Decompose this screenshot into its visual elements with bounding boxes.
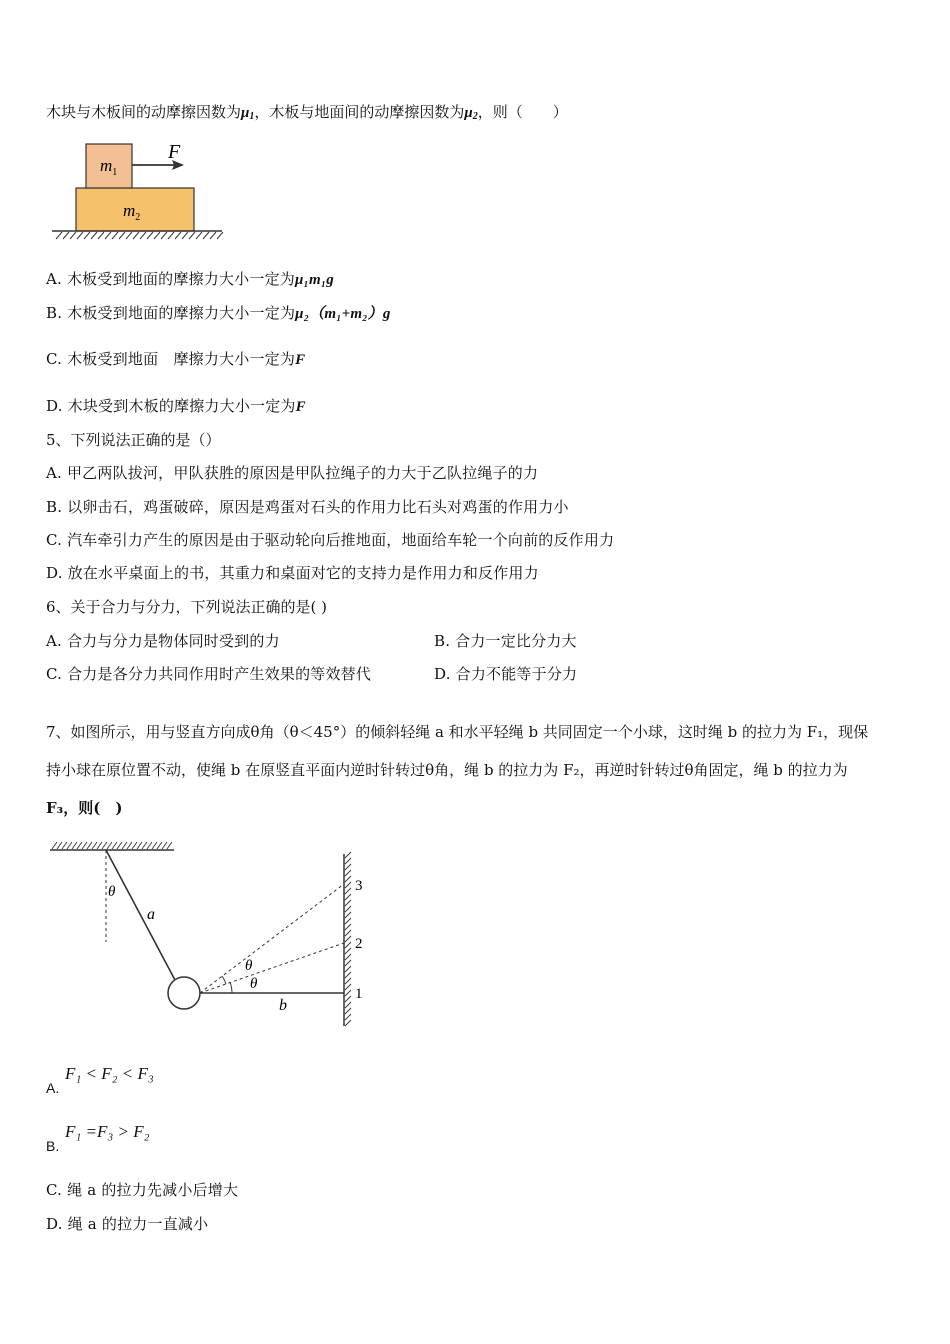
position-label-3: 3 — [355, 878, 363, 894]
rope-position-2 — [200, 943, 344, 993]
ceiling-hatch — [52, 842, 172, 849]
q6-option-d[interactable]: D. 合力不能等于分力 — [434, 665, 578, 683]
q7-option-b[interactable] — [46, 1122, 206, 1156]
rope-a-label: a — [147, 906, 155, 923]
q7-stem-line2: 持小球在原位置不动，使绳 b 在原竖直平面内逆时针转过θ角，绳 b 的拉力为 F₂，再逆时针转过θ角固定，绳 b 的拉力为 — [46, 761, 848, 779]
q7-option-b-label: B. — [46, 1138, 60, 1154]
q4-option-a-expr: μ₁m₁g — [294, 272, 334, 288]
q5-option-b[interactable]: B. 以卵击石，鸡蛋破碎，原因是鸡蛋对石头的作用力比石头对鸡蛋的作用力小 — [46, 498, 569, 516]
ground-hatch — [56, 232, 223, 239]
q4-option-d[interactable]: D. 木块受到木板的摩擦力大小一定为F — [46, 397, 306, 415]
q7-stem-line3: F₃，则( ) — [46, 799, 123, 817]
q5-option-a[interactable]: A. 甲乙两队拔河，甲队获胜的原因是甲队拉绳子的力大于乙队拉绳子的力 — [46, 464, 539, 482]
q4-mu1: $\mu_1$ — [241, 105, 255, 122]
m1-label: $m_1$ — [100, 156, 118, 178]
q6-option-b[interactable]: B. 合力一定比分力大 — [434, 632, 577, 650]
q7-option-b-formula: F₁ =F₃ > F₂ — [65, 1122, 150, 1141]
q7-option-a[interactable] — [46, 1064, 206, 1098]
q7-stem-line1: 7、如图所示，用与竖直方向成θ角（θ＜45°）的倾斜轻绳 a 和水平轻绳 b 共同固定一个小球，这时绳 b 的拉力为 F₁，现保 — [46, 723, 869, 741]
m2-label: $m_2$ — [123, 201, 141, 223]
theta-label-upper: θ — [245, 958, 253, 974]
rope-position-3 — [200, 884, 344, 993]
q4-option-c-expr: F — [295, 352, 306, 368]
q4-stem-b: ，木板与地面间的动摩擦因数为 — [254, 103, 465, 121]
rope-b-label: b — [279, 997, 287, 1014]
angle-arc-1 — [230, 982, 232, 993]
q6-stem: 6、关于合力与分力，下列说法正确的是( ) — [46, 598, 328, 616]
rope-a — [106, 850, 175, 980]
q4-mu2: $\mu_2$ — [464, 105, 478, 122]
q4-option-d-expr: F — [295, 399, 306, 415]
position-label-2: 2 — [355, 936, 363, 952]
position-label-1: 1 — [355, 986, 363, 1002]
q5-stem: 5、下列说法正确的是（） — [46, 431, 221, 449]
q5-option-d[interactable]: D. 放在水平桌面上的书，其重力和桌面对它的支持力是作用力和反作用力 — [46, 564, 539, 582]
q4-stem — [46, 102, 568, 127]
q7-option-a-label: A. — [46, 1080, 60, 1096]
q7-rope-figure — [46, 838, 376, 1033]
q7-option-c[interactable]: C. 绳 a 的拉力先减小后增大 — [46, 1181, 239, 1199]
q4-option-c[interactable]: C. 木板受到地面 摩擦力大小一定为F — [46, 350, 306, 368]
q7-option-d[interactable]: D. 绳 a 的拉力一直减小 — [46, 1215, 209, 1233]
q4-blocks-figure — [46, 138, 231, 248]
q4-option-b[interactable]: B. 木板受到地面的摩擦力大小一定为μ₂（m₁+m₂）g — [46, 304, 391, 322]
q5-option-c[interactable]: C. 汽车牵引力产生的原因是由于驱动轮向后推地面，地面给车轮一个向前的反作用力 — [46, 531, 615, 549]
ball — [168, 977, 200, 1009]
q4-option-a[interactable]: A. 木板受到地面的摩擦力大小一定为μ₁m₁g — [46, 270, 334, 288]
q4-stem-a: 木块与木板间的动摩擦因数为 — [46, 103, 242, 121]
q4-stem-c: ，则（ ） — [477, 103, 568, 121]
wall-hatch — [345, 852, 351, 1026]
theta-label-lower: θ — [250, 976, 258, 992]
q4-option-b-expr: μ₂（m₁+m₂）g — [295, 306, 391, 322]
force-label: F — [168, 141, 181, 163]
theta-label-top: θ — [108, 884, 116, 900]
q6-option-a[interactable]: A. 合力与分力是物体同时受到的力 — [46, 632, 280, 650]
q7-option-a-formula: F₁ < F₂ < F₃ — [65, 1064, 154, 1083]
angle-arc-2 — [222, 976, 226, 984]
q6-option-c[interactable]: C. 合力是各分力共同作用时产生效果的等效替代 — [46, 665, 372, 683]
